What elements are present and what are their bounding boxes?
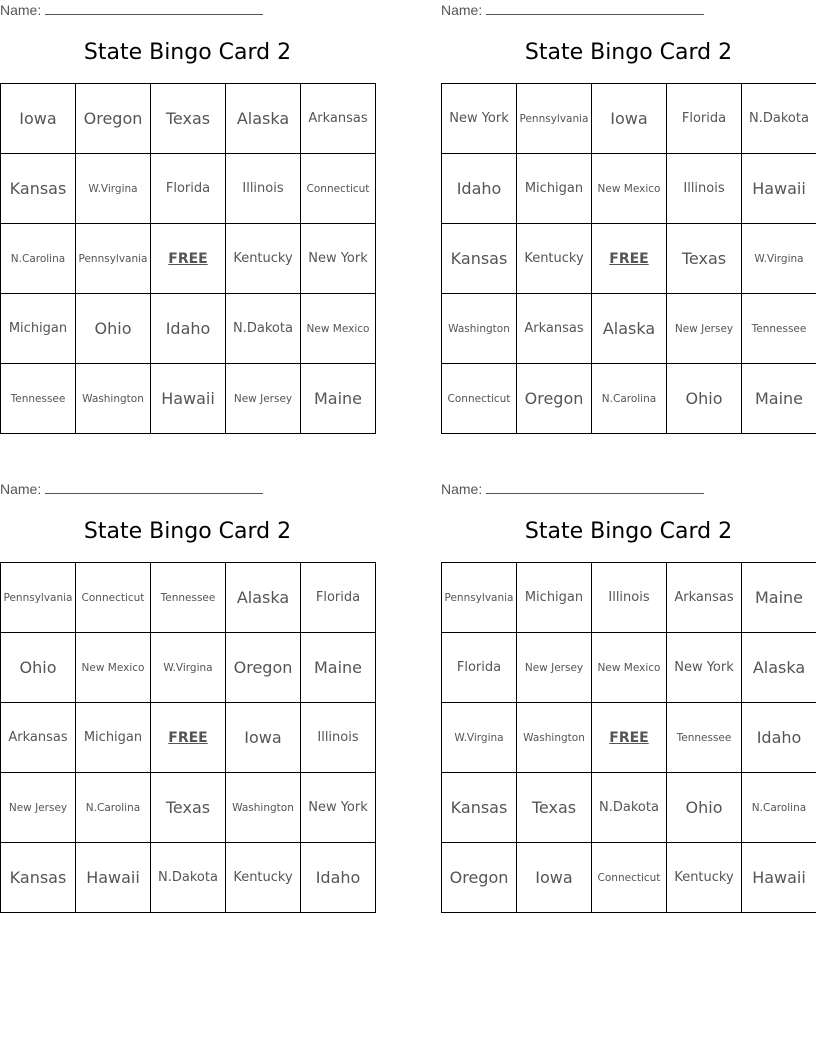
bingo-card [0, 479, 375, 919]
bingo-cell: Washington [517, 703, 592, 773]
bingo-cell: New Jersey [1, 773, 76, 843]
bingo-cell: Michigan [76, 703, 151, 773]
bingo-cell: Texas [151, 84, 226, 154]
bingo-cell: Arkansas [301, 84, 376, 154]
bingo-cell: Tennessee [1, 364, 76, 434]
name-label: Name: [441, 481, 483, 497]
bingo-cell: Idaho [442, 154, 517, 224]
bingo-cell: Hawaii [742, 843, 816, 913]
bingo-cell: Florida [442, 633, 517, 703]
bingo-cell: New Mexico [76, 633, 151, 703]
bingo-cell: Oregon [517, 364, 592, 434]
bingo-cell: Idaho [742, 703, 816, 773]
bingo-cell: Illinois [301, 703, 376, 773]
bingo-cell: Idaho [151, 294, 226, 364]
bingo-row [442, 224, 816, 294]
bingo-row [442, 703, 816, 773]
bingo-cell: Illinois [667, 154, 742, 224]
bingo-cell: Kansas [1, 843, 76, 913]
bingo-cell: Pennsylvania [442, 563, 517, 633]
bingo-cell: Iowa [226, 703, 301, 773]
bingo-cell: New York [301, 773, 376, 843]
bingo-cell: N.Dakota [742, 84, 816, 154]
bingo-row [1, 154, 376, 224]
bingo-cell: Hawaii [76, 843, 151, 913]
bingo-cell: Connecticut [76, 563, 151, 633]
name-blank-line[interactable] [45, 481, 263, 494]
bingo-cell: Tennessee [151, 563, 226, 633]
name-label: Name: [0, 2, 42, 18]
name-field[interactable] [0, 2, 263, 20]
bingo-cell: New Jersey [226, 364, 301, 434]
bingo-card [441, 0, 816, 440]
bingo-cell: Alaska [226, 84, 301, 154]
free-space-cell: FREE [592, 224, 667, 294]
bingo-row [442, 84, 816, 154]
bingo-row [1, 84, 376, 154]
card-title: State Bingo Card 2 [524, 40, 733, 65]
bingo-cell: Oregon [442, 843, 517, 913]
bingo-cell: Alaska [226, 563, 301, 633]
bingo-cell: Illinois [592, 563, 667, 633]
bingo-cell: Kentucky [517, 224, 592, 294]
bingo-cell: New Jersey [517, 633, 592, 703]
bingo-cell: Arkansas [667, 563, 742, 633]
bingo-row [442, 364, 816, 434]
bingo-cell: New York [301, 224, 376, 294]
bingo-grid [441, 83, 816, 434]
card-title: State Bingo Card 2 [83, 519, 292, 544]
bingo-row [442, 773, 816, 843]
bingo-cell: Alaska [592, 294, 667, 364]
bingo-cell: Tennessee [667, 703, 742, 773]
bingo-cell: Maine [742, 563, 816, 633]
bingo-cell: Texas [517, 773, 592, 843]
bingo-cell: Washington [226, 773, 301, 843]
bingo-cell: N.Carolina [76, 773, 151, 843]
bingo-cell: Pennsylvania [76, 224, 151, 294]
name-label: Name: [441, 2, 483, 18]
free-space-cell: FREE [151, 224, 226, 294]
bingo-cell: Oregon [76, 84, 151, 154]
bingo-cell: Maine [301, 633, 376, 703]
bingo-cell: Florida [151, 154, 226, 224]
bingo-cell: Michigan [517, 154, 592, 224]
bingo-cell: Illinois [226, 154, 301, 224]
name-field[interactable] [0, 481, 263, 499]
bingo-row [1, 773, 376, 843]
bingo-row [1, 843, 376, 913]
bingo-cell: N.Dakota [592, 773, 667, 843]
bingo-cell: N.Dakota [226, 294, 301, 364]
bingo-cell: New Mexico [301, 294, 376, 364]
name-label: Name: [0, 481, 42, 497]
bingo-cell: Hawaii [742, 154, 816, 224]
card-title: State Bingo Card 2 [83, 40, 292, 65]
bingo-cell: N.Dakota [151, 843, 226, 913]
bingo-cell: Arkansas [517, 294, 592, 364]
bingo-cell: Ohio [667, 773, 742, 843]
bingo-cell: W.Virgina [442, 703, 517, 773]
bingo-cell: Texas [667, 224, 742, 294]
bingo-cell: W.Virgina [742, 224, 816, 294]
bingo-cell: Arkansas [1, 703, 76, 773]
bingo-row [442, 154, 816, 224]
bingo-cell: Connecticut [301, 154, 376, 224]
bingo-row [1, 703, 376, 773]
bingo-cell: Ohio [667, 364, 742, 434]
bingo-cell: New Mexico [592, 633, 667, 703]
bingo-cell: Iowa [592, 84, 667, 154]
bingo-cell: Michigan [1, 294, 76, 364]
bingo-cell: W.Virgina [151, 633, 226, 703]
bingo-cell: Kentucky [226, 843, 301, 913]
name-blank-line[interactable] [486, 2, 704, 15]
bingo-row [442, 633, 816, 703]
bingo-cell: Maine [742, 364, 816, 434]
name-blank-line[interactable] [486, 481, 704, 494]
bingo-grid [441, 562, 816, 913]
bingo-cell: Connecticut [592, 843, 667, 913]
bingo-grid [0, 562, 376, 913]
bingo-row [442, 294, 816, 364]
bingo-row [442, 843, 816, 913]
bingo-cell: Michigan [517, 563, 592, 633]
bingo-cell: Kansas [442, 224, 517, 294]
bingo-cell: Alaska [742, 633, 816, 703]
bingo-cell: Kentucky [667, 843, 742, 913]
bingo-cell: Washington [442, 294, 517, 364]
bingo-cell: Iowa [517, 843, 592, 913]
bingo-cell: Kansas [442, 773, 517, 843]
bingo-card [441, 479, 816, 919]
bingo-cell: Florida [301, 563, 376, 633]
bingo-row [1, 364, 376, 434]
name-field[interactable] [441, 481, 704, 499]
bingo-cell: N.Carolina [742, 773, 816, 843]
free-space-cell: FREE [151, 703, 226, 773]
bingo-cell: Idaho [301, 843, 376, 913]
bingo-cell: New Jersey [667, 294, 742, 364]
bingo-cell: Florida [667, 84, 742, 154]
bingo-cell: N.Carolina [592, 364, 667, 434]
bingo-cell: Connecticut [442, 364, 517, 434]
name-field[interactable] [441, 2, 704, 20]
bingo-row [442, 563, 816, 633]
name-blank-line[interactable] [45, 2, 263, 15]
bingo-cell: Ohio [1, 633, 76, 703]
bingo-cell: Texas [151, 773, 226, 843]
bingo-card [0, 0, 375, 440]
card-title: State Bingo Card 2 [524, 519, 733, 544]
bingo-cell: Tennessee [742, 294, 816, 364]
bingo-cell: Kansas [1, 154, 76, 224]
bingo-cell: New York [667, 633, 742, 703]
bingo-cell: Maine [301, 364, 376, 434]
bingo-grid [0, 83, 376, 434]
bingo-cell: Oregon [226, 633, 301, 703]
bingo-cell: Pennsylvania [517, 84, 592, 154]
bingo-cell: N.Carolina [1, 224, 76, 294]
bingo-row [1, 224, 376, 294]
free-space-cell: FREE [592, 703, 667, 773]
bingo-cell: Kentucky [226, 224, 301, 294]
bingo-cell: W.Virgina [76, 154, 151, 224]
bingo-cell: Washington [76, 364, 151, 434]
bingo-row [1, 563, 376, 633]
bingo-cell: New York [442, 84, 517, 154]
bingo-row [1, 294, 376, 364]
bingo-cell: Hawaii [151, 364, 226, 434]
bingo-cell: Iowa [1, 84, 76, 154]
bingo-row [1, 633, 376, 703]
bingo-cell: Pennsylvania [1, 563, 76, 633]
bingo-cell: New Mexico [592, 154, 667, 224]
bingo-cell: Ohio [76, 294, 151, 364]
